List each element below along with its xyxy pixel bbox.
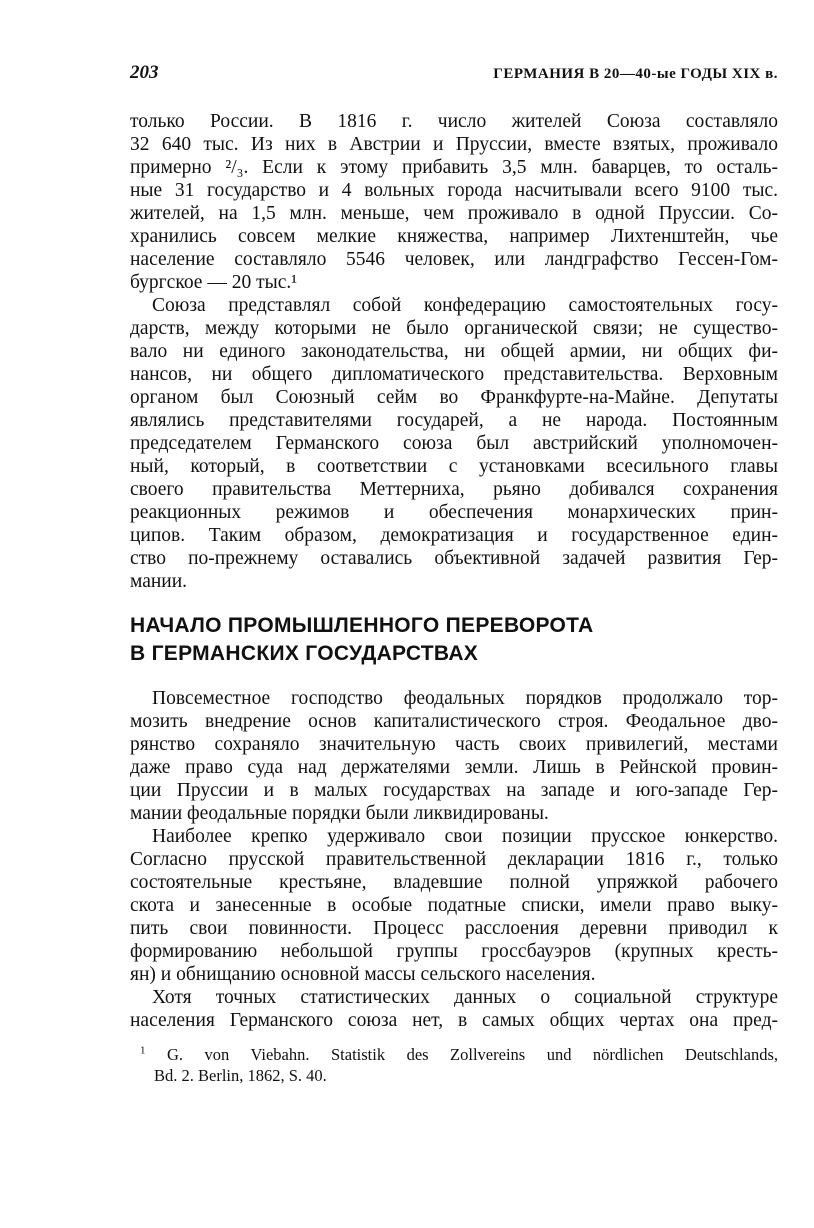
- text-line: Союза представлял собой конфедерацию самостоятельных госу-: [152, 295, 778, 316]
- page-body: [130, 110, 778, 1086]
- text-line: Хотя точных статистических данных о социальной структуре: [152, 987, 778, 1008]
- text-line: хранились совсем мелкие княжества, например Лихтенштейн, чье: [130, 226, 778, 247]
- running-title: ГЕРМАНИЯ В 20—40-ые ГОДЫ XIX в.: [493, 66, 778, 82]
- text-line: ципов. Таким образом, демократизация и государственное един-: [130, 525, 778, 546]
- text-line: ные 31 государство и 4 вольных города насчитывали всего 9100 тыс.: [130, 180, 778, 201]
- text-line: реакционных режимов и обеспечения монархических прин-: [130, 502, 778, 523]
- text-line: только России. В 1816 г. число жителей Союза составляло: [130, 111, 778, 132]
- text-line: Согласно прусской правительственной декларации 1816 г., только: [130, 849, 778, 870]
- text-line: мозить внедрение основ капиталистического строя. Феодальное дво-: [130, 711, 778, 732]
- text-line: вало ни единого законодательства, ни общей армии, ни общих фи-: [130, 341, 778, 362]
- text-line: ян) и обнищанию основной массы сельского населения.: [130, 964, 596, 985]
- footnote-line: G. von Viebahn. Statistik des Zollvereins und nördlichen Deutschlands,: [167, 1045, 779, 1064]
- text-line: даже право суда над держателями земли. Лишь в Рейнской провин-: [130, 757, 778, 778]
- text-line: ный, который, в соответствии с установками всесильного главы: [130, 456, 778, 477]
- text-line: председателем Германского союза был австрийский уполномочен-: [130, 433, 778, 454]
- paragraph: [130, 687, 778, 825]
- footnote: [130, 1044, 778, 1086]
- text-line: являлись представителями государей, а не народа. Постоянным: [130, 410, 778, 431]
- text-line: примерно ²/₃. Если к этому прибавить 3,5 млн. баварцев, то осталь-: [130, 157, 778, 178]
- text-line: населения Германского союза нет, в самых общих чертах она пред-: [130, 1010, 778, 1031]
- text-line: 32 640 тыс. Из них в Австрии и Пруссии, вместе взятых, проживало: [130, 134, 778, 155]
- text-line: мании феодальные порядки были ликвидированы.: [130, 803, 549, 824]
- text-line: ство по-прежнему оставались объективной задачей развития Гер-: [130, 548, 778, 569]
- text-line: Наиболее крепко удерживало свои позиции прусское юнкерство.: [152, 826, 778, 847]
- footnote-marker: 1: [140, 1044, 146, 1057]
- text-line: формированию небольшой группы гроссбауэров (крупных кресть-: [130, 941, 778, 962]
- paragraph: [130, 986, 778, 1032]
- text-line: Повсеместное господство феодальных порядков продолжало тор-: [152, 688, 778, 709]
- text-line: пить свои повинности. Процесс расслоения деревни приводил к: [130, 918, 778, 939]
- text-line: скота и занесенные в особые податные списки, имели право выку-: [130, 895, 778, 916]
- section-heading: [130, 612, 778, 668]
- text-line: ции Пруссии и в малых государствах на западе и юго-западе Гер-: [130, 780, 778, 801]
- paragraph: [130, 825, 778, 986]
- text-line: мании.: [130, 571, 188, 592]
- text-line: своего правительства Меттерниха, рьяно добивался сохранения: [130, 479, 778, 500]
- text-line: дарств, между которыми не было органической связи; не существо-: [130, 318, 778, 339]
- text-line: население составляло 5546 человек, или ландграфство Гессен-Гом-: [130, 249, 778, 270]
- page-number: 203: [130, 62, 159, 83]
- text-line: состоятельные крестьяне, владевшие полной упряжкой рабочего: [130, 872, 778, 893]
- footnote-line: Bd. 2. Berlin, 1862, S. 40.: [154, 1066, 327, 1085]
- paragraph: [130, 110, 778, 294]
- section-heading-line: НАЧАЛО ПРОМЫШЛЕННОГО ПЕРЕВОРОТА: [130, 614, 594, 637]
- section-heading-line: В ГЕРМАНСКИХ ГОСУДАРСТВАХ: [130, 642, 479, 665]
- paragraph: [130, 294, 778, 593]
- text-line: жителей, на 1,5 млн. меньше, чем проживало в одной Пруссии. Со-: [130, 203, 778, 224]
- text-line: бургское — 20 тыс.¹: [130, 272, 298, 293]
- text-line: органом был Союзный сейм во Франкфурте-на-Майне. Депутаты: [130, 387, 778, 408]
- text-line: нансов, ни общего дипломатического представительства. Верховным: [130, 364, 778, 385]
- text-line: рянство сохраняло значительную часть своих привилегий, местами: [130, 734, 778, 755]
